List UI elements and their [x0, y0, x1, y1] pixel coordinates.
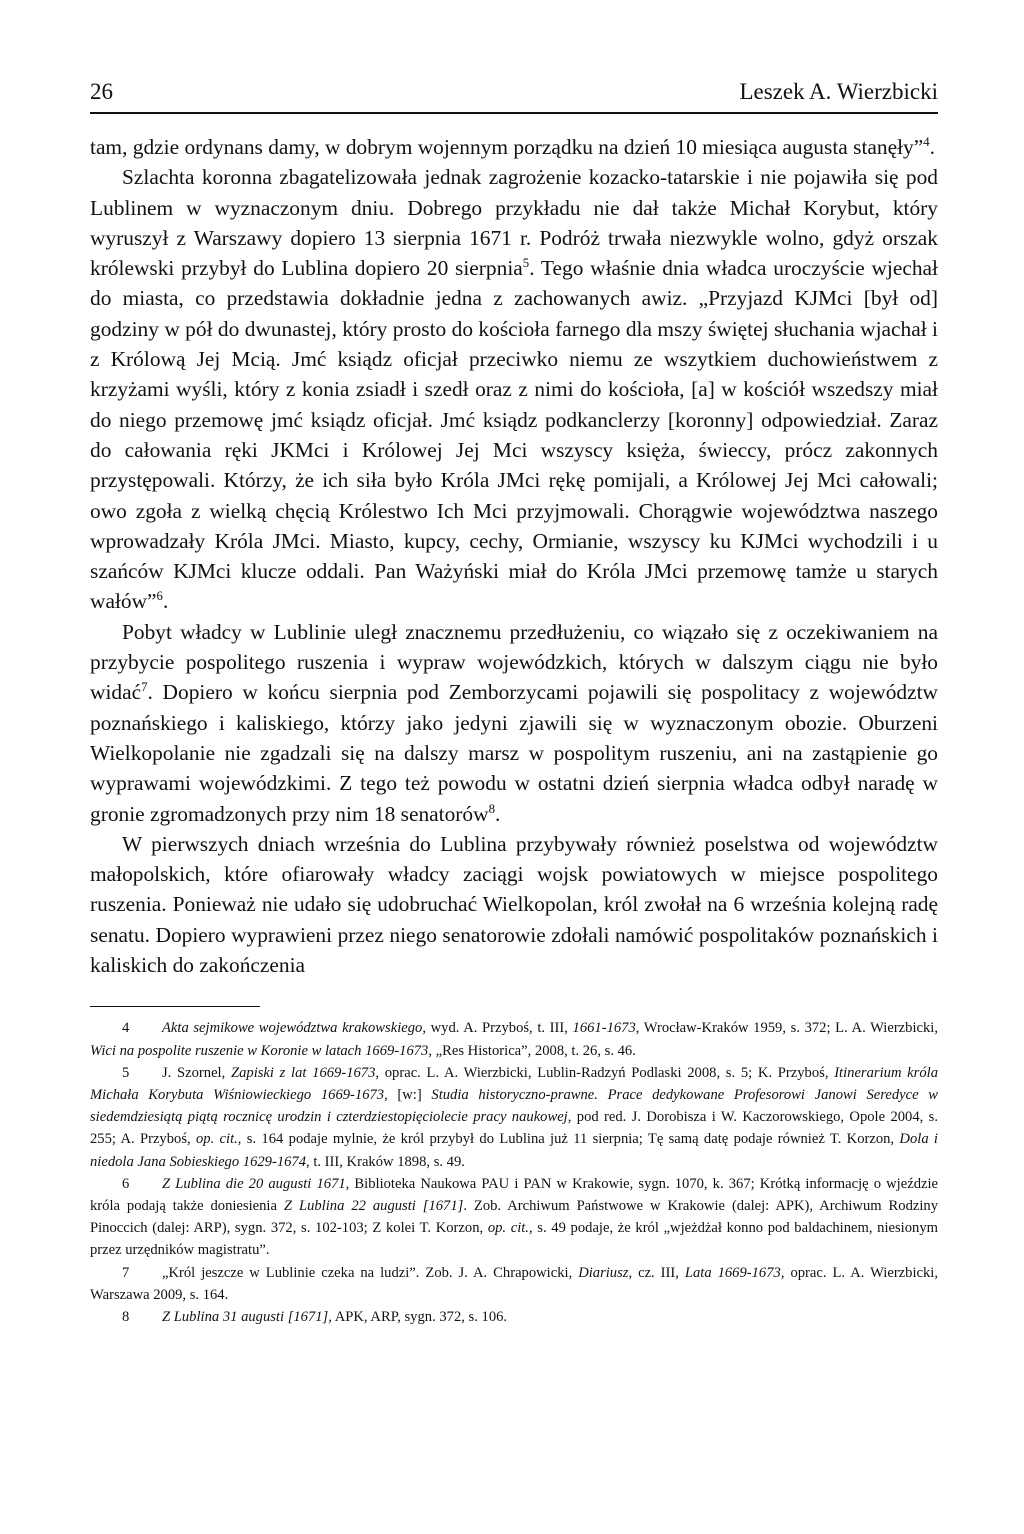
- footnote-6: 6 Z Lublina die 20 augusti 1671, Biblioteka Naukowa PAU i PAN w Krakowie, sygn. 1070, k. 367; Krótką informację o wjeździe króla podają także doniesienia Z Lublina 22 augusti [1671]. Zob. Archiwum Państwowe w Krakowie (dalej: APK), Archiwum Rodziny Pinoccich (dalej: ARP), sygn. 372, s. 102-103; Z kolei T. Korzon, op. cit., s. 49 podaje, że król „wjeżdżał konno pod baldachinem, niesionym przez urzędników magistratu”.: [90, 1175, 939, 1259]
- page-number: 26: [90, 79, 113, 104]
- footnote-ref-4[interactable]: 4: [923, 134, 930, 149]
- paragraph-1: tam, gdzie ordynans damy, w dobrym wojennym porządku na dzień 10 miesiąca augusta stanęły”$^4$.: [90, 134, 935, 159]
- footnotes: [90, 1017, 938, 1328]
- footnote-4: 4 Akta sejmikowe województwa krakowskiego, wyd. A. Przyboś, t. III, 1661-1673, Wrocław-Kraków 1959, s. 372; L. A. Wierzbicki, Wici na pospolite ruszenie w Koronie w latach 1669-1673, „Res Historica”, 2008, t. 26, s. 46.: [90, 1020, 938, 1059]
- running-head-author: Leszek A. Wierzbicki: [739, 79, 938, 104]
- footnote-8: 8 Z Lublina 31 augusti [1671], APK, ARP, sygn. 372, s. 106.: [122, 1308, 508, 1325]
- running-header: [90, 78, 938, 114]
- main-text: [90, 132, 938, 980]
- footnote-separator: [90, 1006, 260, 1007]
- paragraph-3: Pobyt władcy w Lublinie uległ znacznemu przedłużeniu, co wiązało się z oczekiwaniem na przybycie pospolitego ruszenia i wypraw wojewódzkich, których w dalszym ciągu nie było widać$^7$. Dopiero w końcu sierpnia pod Zemborzycami pojawili się pospolitacy z województw poznańskiego i kaliskiego, którzy jako jedyni zjawili się w wyznaczonym obozie. Oburzeni Wielkopolanie nie zgadzali się na dalszy marsz w pospolitym ruszeniu, ani na zastąpienie go wyprawami wojewódzkimi. Z tego też powodu w ostatni dzień sierpnia władca odbył naradę w gronie zgromadzonych przy nim 18 senatorów$^8$.: [90, 619, 938, 826]
- footnote-5: 5 J. Szornel, Zapiski z lat 1669-1673, oprac. L. A. Wierzbicki, Lublin-Radzyń Podlaski 2008, s. 5; K. Przyboś, Itinerarium króla Michała Korybuta Wiśniowieckiego 1669-1673, [w:] Studia historyczno-prawne. Prace dedykowane Profesorowi Janowi Seredyce w siedemdziesiątą piątą rocznicę urodzin i czterdziestopięciolecie pracy naukowej, pod red. J. Dorobisza i W. Kaczorowskiego, Opole 2004, s. 255; A. Przyboś, op. cit., s. 164 podaje mylnie, że król przybył do Lublina już 11 sierpnia; Tę samą datę podaje również T. Korzon, Dola i niedola Jana Sobieskiego 1629-1674, t. III, Kraków 1898, s. 49.: [90, 1064, 938, 1170]
- footnote-ref-6[interactable]: 6: [156, 589, 163, 604]
- footnote-ref-7[interactable]: 7: [141, 680, 148, 695]
- footnote-ref-5[interactable]: 5: [522, 256, 530, 271]
- page: [90, 78, 938, 1328]
- footnote-ref-8[interactable]: 8: [488, 801, 495, 816]
- footnote-7: 7 „Król jeszcze w Lublinie czeka na ludzi”. Zob. J. A. Chrapowicki, Diariusz, cz. III, Lata 1669-1673, oprac. L. A. Wierzbicki, Warszawa 2009, s. 164.: [90, 1264, 938, 1303]
- paragraph-4: W pierwszych dniach września do Lublina przybywały również poselstwa od województw małopolskich, które ofiarowały władcy zaciągi wojsk powiatowych w miejsce pospolitego ruszenia. Ponieważ nie udało się udobruchać Wielkopolan, król zwołał na 6 września kolejną radę senatu. Dopiero wyprawieni przez niego senatorowie zdołali namówić pospolitaków poznańskich i kaliskich do zakończenia: [90, 831, 938, 978]
- paragraph-2: Szlachta koronna zbagatelizowała jednak zagrożenie kozacko-tatarskie i nie pojawiła się pod Lublinem w wyznaczonym dniu. Dobrego przykładu nie dał także Michał Korybut, który wyruszył z Warszawy dopiero 13 sierpnia 1671 r. Podróż trwała niezwykle wolno, gdyż orszak królewski przybył do Lublina dopiero 20 sierpnia$^5$. Tego właśnie dnia władca uroczyście wjechał do miasta, co przedstawia dokładnie jedna z zachowanych awiz. „Przyjazd KJMci [był od] godziny w pół do dwunastej, który prosto do kościoła farnego dla mszy świętej słuchania wjachał i z Królową Jej Mcią. Jmć ksiądz oficjał przeciwko niemu ze wszytkiem duchowieństwem z krzyżami wyśli, który z konia zsiadł i szedł oraz z nimi do kościoła, [a] w kościół wszedszy miał do niego przemowę jmć ksiądz oficjał. Jmć ksiądz podkanclerzy [koronny] odpowiedział. Zaraz do całowania ręki JKMci i Królowej Jej Mci wszyscy księża, świeccy, prócz zakonnych przystępowali. Którzy, że ich siła było Króla JMci rękę pomijali, a Królowej Jej Mci całowali; owo zgoła z wielką chęcią Królestwo Ich Mci przyjmowali. Chorągwie województwa naszego wprowadzały Króla JMci. Miasto, kupcy, cechy, Ormianie, wszyscy ku KJMci wychodzili i u szańców KJMci klucze oddali. Pan Ważyński miał do Króla JMci przemowę tamże u starych wałów”$^6$.: [90, 165, 938, 614]
